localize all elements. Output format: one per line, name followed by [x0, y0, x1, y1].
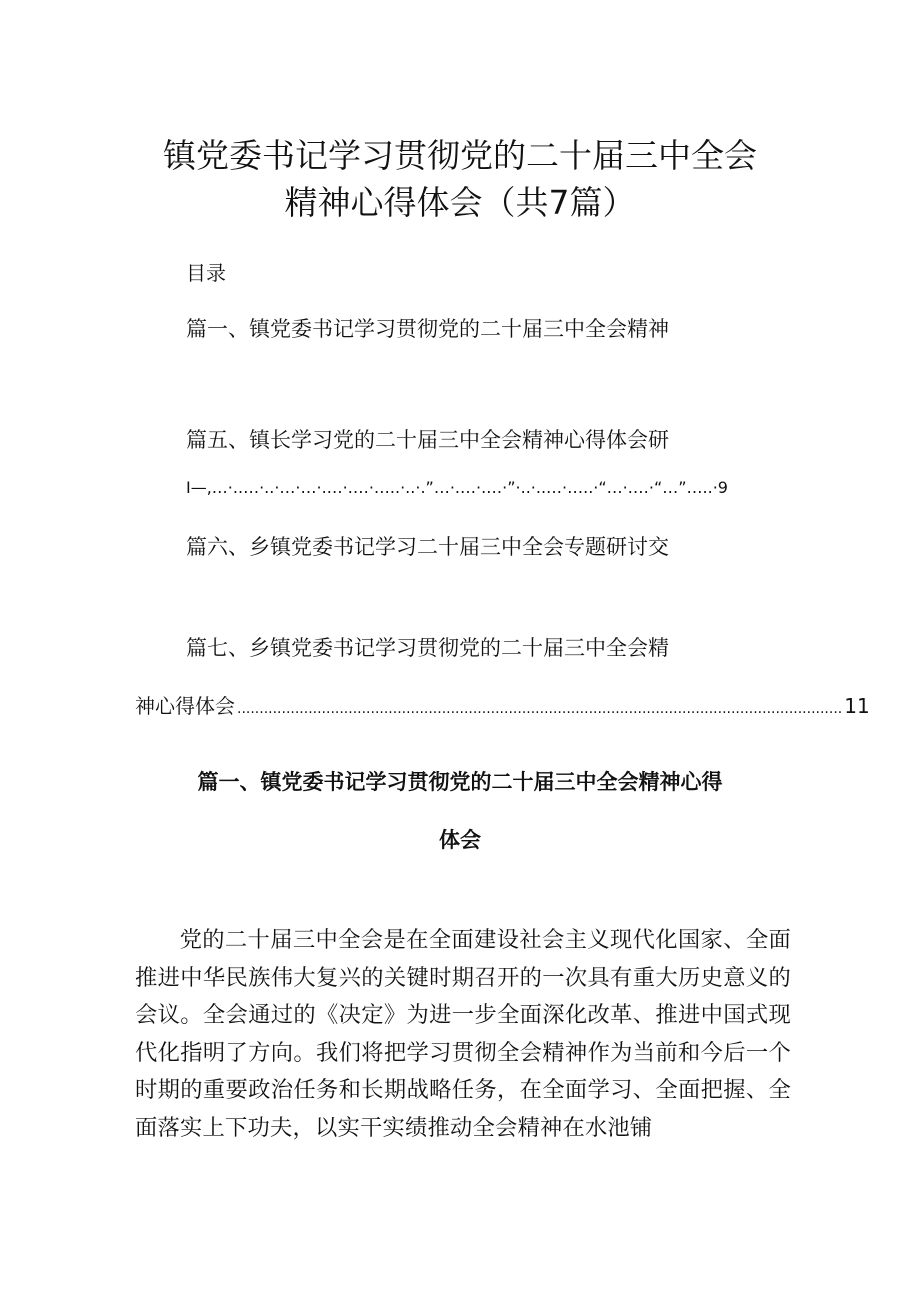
document-title-line-2: 精神心得体会（共7篇）: [284, 183, 636, 222]
section-heading-line-2: 体会: [439, 828, 481, 852]
body-paragraph: 党的二十届三中全会是在全面建设社会主义现代化国家、全面推进中华民族伟大复兴的关键时期召开的一次具有重大历史意义的会议。全会通过的《决定》为进一步全面深化改革、推进中国式现代化指明了方向。我们将把学习贯彻全会精神作为当前和今后一个时期的重要政治任务和长期战略任务，在全面学习、全面把握、全面落实上下功夫，以实干实绩推动全会精神在水池铺: [135, 927, 791, 1141]
toc-entry-7[interactable]: 篇七、乡镇党委书记学习贯彻党的二十届三中全会精: [186, 636, 669, 660]
toc-entry-5-leader: I—,…·..…·..·…·…·.…·.…·…..·..·.”…·.…·.…·”·..·..…·…..·“…·.…·“…”…..·9: [186, 478, 728, 497]
toc-entry-5[interactable]: 篇五、镇长学习党的二十届三中全会精神心得体会研: [186, 428, 669, 452]
toc-entry-7-continuation-text: 神心得体会: [135, 694, 235, 718]
toc-leader-dots: ........................................................................................................................................: [237, 701, 843, 717]
document-title-line-1: 镇党委书记学习贯彻党的二十届三中全会: [163, 136, 757, 175]
toc-entry-1[interactable]: 篇一、镇党委书记学习贯彻党的二十届三中全会精神: [186, 317, 669, 341]
toc-page-number: 11: [844, 694, 870, 718]
toc-entry-6[interactable]: 篇六、乡镇党委书记学习二十届三中全会专题研讨交: [186, 535, 669, 559]
toc-label: 目录: [186, 261, 226, 285]
section-heading-line-1: 篇一、镇党委书记学习贯彻党的二十届三中全会精神心得: [197, 770, 723, 794]
toc-entry-7-continuation[interactable]: [135, 690, 870, 719]
